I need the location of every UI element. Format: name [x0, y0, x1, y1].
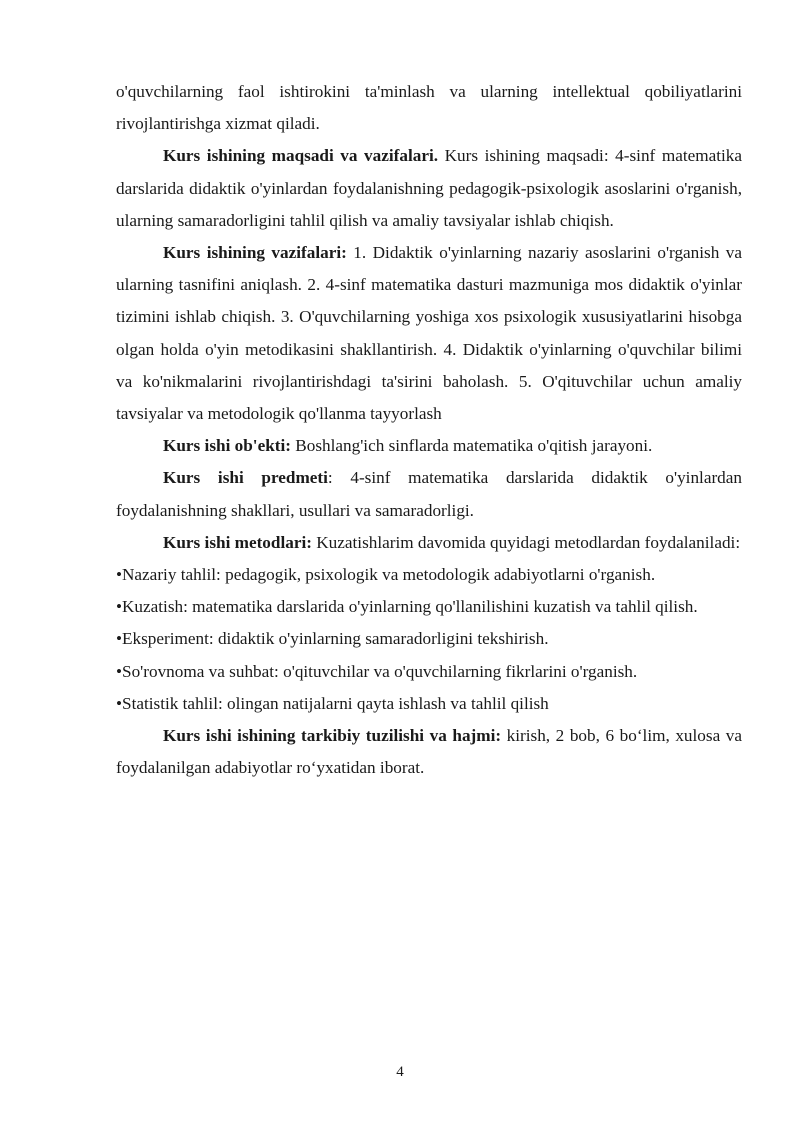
structure-heading: Kurs ishi ishining tarkibiy tuzilishi va hajmi: [163, 726, 502, 746]
subject-heading: Kurs ishi predmeti [163, 468, 328, 488]
methods-heading: Kurs ishi metodlari: [163, 532, 312, 552]
method-item: •Nazariy tahlil: pedagogik, psixologik va metodologik adabiyotlarni o'rganish. [116, 565, 656, 585]
method-item: •Statistik tahlil: olingan natijalarni qayta ishlash va tahlil qilish [116, 693, 549, 713]
subject-paragraph [116, 462, 742, 526]
object-text: Boshlang'ich sinflarda matematika o'qitish jarayoni. [290, 436, 653, 456]
structure-paragraph [116, 720, 742, 784]
method-item: •So'rovnoma va suhbat: o'qituvchilar va o'quvchilarning fikrlarini o'rganish. [116, 661, 638, 681]
tasks-heading: Kurs ishining vazifalari: [163, 243, 347, 263]
page-number: 4 [396, 1064, 404, 1080]
goal-text: Kurs ishining maqsadi: 4-sinf matematika darslarida didaktik o'yinlardan foydalanishning pedagogik-psixologik asoslarini o'rganish, ularning samaradorligini tahlil qilish va amaliy tavsiyalar ishlab chiqish. [116, 146, 742, 230]
document-body [116, 76, 742, 784]
intro-continuation-paragraph: o'quvchilarning faol ishtirokini ta'minlash va ularning intellektual qobiliyatlarini rivojlantirishga xizmat qiladi. [116, 82, 742, 134]
object-paragraph [116, 430, 742, 462]
subject-text: : 4-sinf matematika darslarida didaktik o'yinlardan foydalanishning shakllari, usullari va samaradorligi. [116, 468, 742, 520]
method-item: •Eksperiment: didaktik o'yinlarning samaradorligini tekshirish. [116, 629, 549, 649]
object-heading: Kurs ishi ob'ekti: [163, 436, 291, 456]
tasks-paragraph [116, 237, 742, 430]
tasks-text: 1. Didaktik o'yinlarning nazariy asoslarini o'rganish va ularning tasnifini aniqlash. 2. 4-sinf matematika dasturi mazmuniga mos didaktik o'yinlar tizimini ishlab chiqish. 3. O'quvchilarning yoshiga xos psixologik xususiyatlarini hisobga olgan holda o'yin metodikasini shakllantirish. 4. Didaktik o'yinlarning o'quvchilar bilimi va ko'nikmalarini rivojlantirishdagi ta'sirini baholash. 5. O'qituvchilar uchun amaliy tavsiyalar va metodologik qo'llanma tayyorlash [116, 243, 742, 424]
methods-paragraph [116, 527, 742, 559]
structure-text: kirish, 2 bob, 6 bo‘lim, xulosa va foydalanilgan adabiyotlar ro‘yxatidan iborat. [116, 726, 743, 778]
goal-paragraph [116, 140, 742, 237]
method-item: •Kuzatish: matematika darslarida o'yinlarning qo'llanilishini kuzatish va tahlil qilish. [116, 597, 698, 617]
goal-heading: Kurs ishining maqsadi va vazifalari. [163, 146, 439, 166]
methods-text: Kuzatishlarim davomida quyidagi metodlardan foydalaniladi: [311, 532, 741, 552]
